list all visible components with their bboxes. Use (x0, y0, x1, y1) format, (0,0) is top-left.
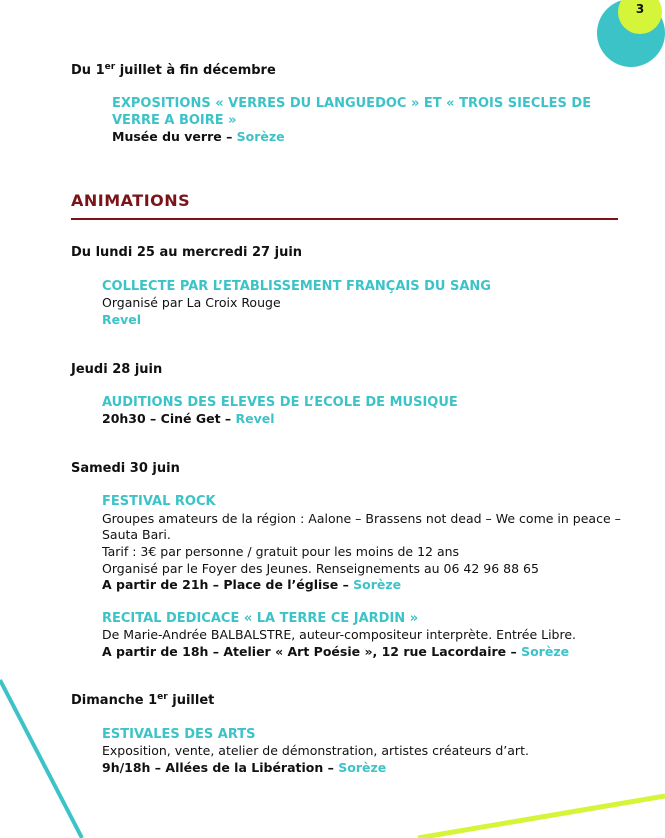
block4-desc: Exposition, vente, atelier de démonstration, artistes créateurs d’art. (102, 743, 529, 758)
festival-rock-desc1: Groupes amateurs de la région : Aalone – Brassens not dead – We come in peace – (102, 511, 621, 526)
recital-title: RECITAL DEDICACE « LA TERRE CE JARDIN » (102, 611, 419, 626)
top-date-sup: er (104, 62, 116, 72)
top-date-pre: Du 1 (71, 63, 105, 78)
block1-city: Revel (102, 312, 142, 327)
block4-date-post: juillet (167, 693, 215, 708)
block3-date: Samedi 30 juin (71, 461, 180, 476)
recital-desc: De Marie-Andrée BALBALSTRE, auteur-compositeur interprète. Entrée Libre. (102, 627, 577, 642)
festival-rock-desc3: Tarif : 3€ par personne / gratuit pour les moins de 12 ans (102, 544, 460, 559)
festival-rock-venue (102, 577, 401, 592)
block2-venue (102, 411, 275, 426)
top-event-title-1: EXPOSITIONS « VERRES DU LANGUEDOC » ET « TROIS SIECLES DE (112, 96, 592, 111)
recital-city: Sorèze (521, 644, 570, 659)
festival-rock-desc2: Sauta Bari. (102, 527, 171, 542)
top-venue-text: Musée du verre – (112, 129, 237, 144)
top-event-title-2: VERRE A BOIRE » (112, 113, 237, 128)
block4-city: Sorèze (338, 760, 387, 775)
festival-rock-desc4: Organisé par le Foyer des Jeunes. Renseignements au 06 42 96 88 65 (102, 561, 539, 576)
cyan-diagonal-line (0, 680, 82, 838)
top-date-post: juillet à fin décembre (115, 63, 276, 78)
recital-venue (102, 644, 569, 659)
block2-venue-text: 20h30 – Ciné Get – (102, 411, 236, 426)
top-city: Sorèze (236, 129, 285, 144)
top-date (71, 63, 276, 78)
page-number: 3 (635, 2, 645, 16)
section-heading: ANIMATIONS (71, 191, 191, 210)
top-venue (112, 129, 285, 144)
block1-date: Du lundi 25 au mercredi 27 juin (71, 245, 303, 260)
lime-diagonal-line (418, 796, 665, 838)
block2-city: Revel (235, 411, 275, 426)
block1-desc: Organisé par La Croix Rouge (102, 295, 281, 310)
block4-date-pre: Dimanche 1 (71, 693, 158, 708)
festival-rock-venue-text: A partir de 21h – Place de l’église – (102, 577, 354, 592)
block4-venue-text: 9h/18h – Allées de la Libération – (102, 760, 339, 775)
block2-date: Jeudi 28 juin (71, 362, 163, 377)
festival-rock-title: FESTIVAL ROCK (102, 494, 216, 509)
recital-venue-text: A partir de 18h – Atelier « Art Poésie », 12 rue Lacordaire – (102, 644, 522, 659)
block4-date-sup: er (157, 692, 168, 702)
block4-venue (102, 760, 386, 775)
block4-title: ESTIVALES DES ARTS (102, 727, 256, 742)
block1-title: COLLECTE PAR L’ETABLISSEMENT FRANÇAIS DU SANG (102, 279, 491, 294)
section-rule (71, 218, 618, 220)
block4-date (71, 693, 214, 708)
block2-title: AUDITIONS DES ELEVES DE L’ECOLE DE MUSIQUE (102, 395, 458, 410)
festival-rock-city: Sorèze (353, 577, 402, 592)
